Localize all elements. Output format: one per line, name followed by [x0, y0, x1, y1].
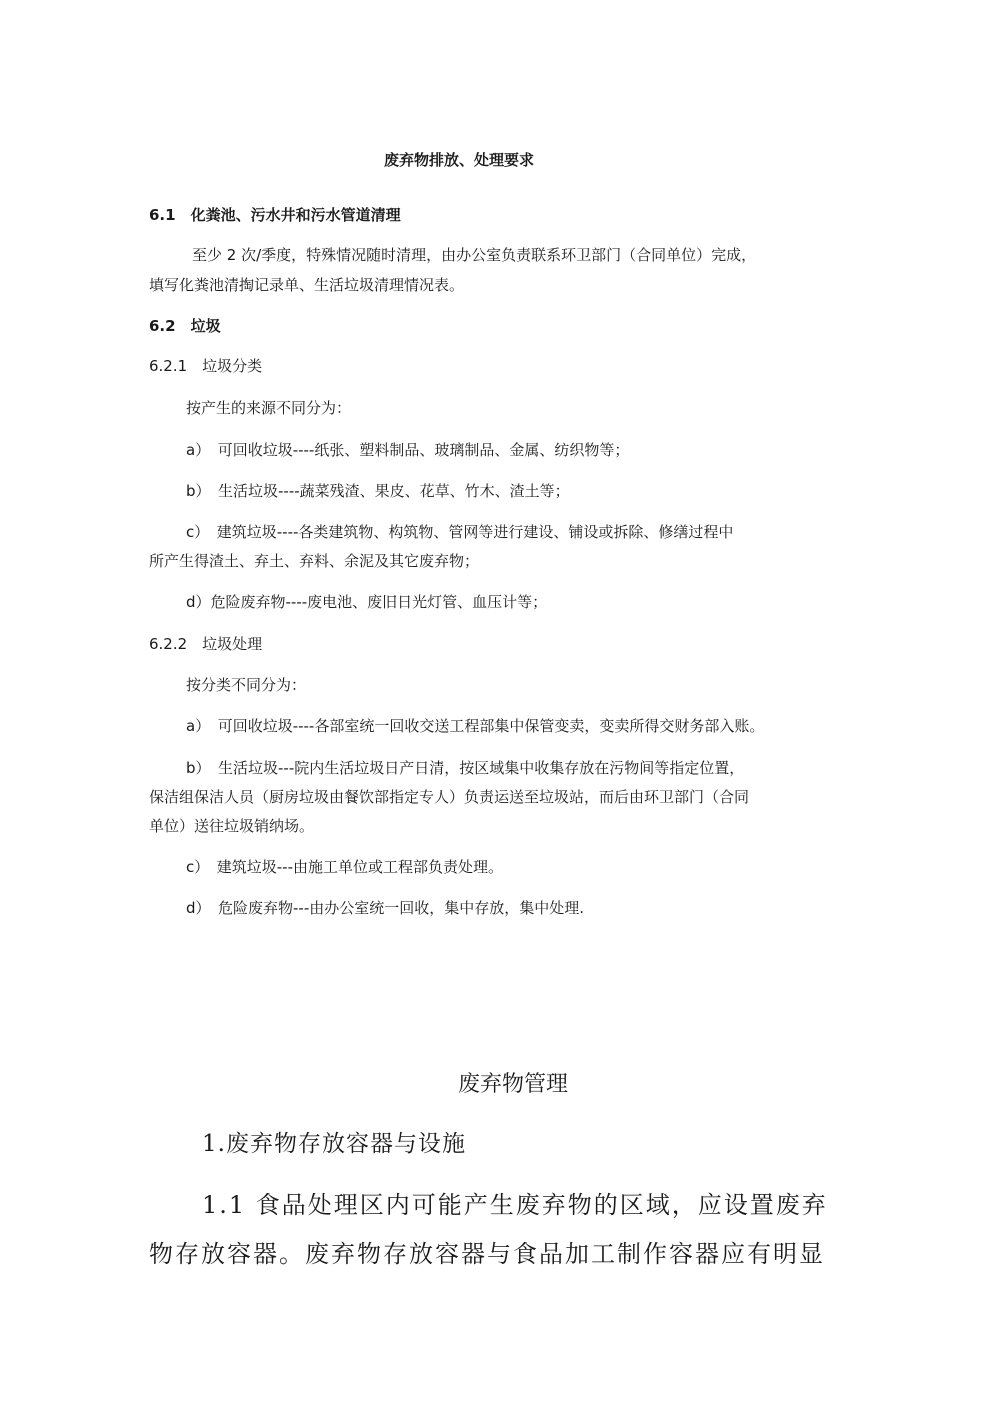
treatment-item-b-line2: 保洁组保洁人员（厨房垃圾由餐饮部指定专人）负责运送至垃圾站，而后由环卫部门（合同	[149, 788, 750, 806]
treatment-item-c: c） 建筑垃圾---由施工单位或工程部负责处理。	[186, 858, 503, 876]
part2-paragraph-line1: 1.1 食品处理区内可能产生废弃物的区域，应设置废弃	[202, 1191, 828, 1219]
doc-title: 废弃物排放、处理要求	[384, 151, 535, 169]
section-6-1-text-line1: 至少 2 次/季度，特殊情况随时清理，由办公室负责联系环卫部门（合同单位）完成，	[192, 246, 757, 264]
part2-paragraph-line2: 物存放容器。废弃物存放容器与食品加工制作容器应有明显	[149, 1240, 825, 1268]
section-6-2-2-heading: 6.2.2 垃圾处理	[149, 635, 263, 653]
section-6-2-1-heading: 6.2.1 垃圾分类	[149, 357, 263, 375]
treatment-item-b-line1: b） 生活垃圾---院内生活垃圾日产日清，按区域集中收集存放在污物间等指定位置，	[186, 759, 745, 777]
part2-title: 废弃物管理	[458, 1072, 569, 1097]
classification-item-c-line1: c） 建筑垃圾----各类建筑物、构筑物、管网等进行建设、铺设或拆除、修缮过程中	[186, 523, 734, 541]
classification-item-b: b） 生活垃圾----蔬菜残渣、果皮、花草、竹木、渣土等；	[186, 482, 570, 500]
treatment-intro: 按分类不同分为：	[186, 676, 307, 694]
classification-intro: 按产生的来源不同分为：	[186, 399, 352, 417]
treatment-item-d: d） 危险废弃物---由办公室统一回收，集中存放，集中处理.	[186, 899, 585, 917]
section-6-2-heading: 6.2 垃圾	[149, 317, 221, 335]
classification-item-c-line2: 所产生得渣土、弃土、弃料、余泥及其它废弃物；	[149, 552, 480, 570]
section-6-1-text-line2: 填写化粪池清掏记录单、生活垃圾清理情况表。	[149, 276, 465, 294]
treatment-item-a: a） 可回收垃圾----各部室统一回收交送工程部集中保管变卖，变卖所得交财务部入账。	[186, 717, 765, 735]
classification-item-a: a） 可回收垃圾----纸张、塑料制品、玻璃制品、金属、纺织物等；	[186, 441, 630, 459]
section-6-1-heading: 6.1 化粪池、污水井和污水管道清理	[149, 206, 401, 224]
classification-item-d: d）危险废弃物----废电池、废旧日光灯管、血压计等；	[186, 593, 548, 611]
treatment-item-b-line3: 单位）送往垃圾销纳场。	[149, 817, 315, 835]
part2-section-1-heading: 1.废弃物存放容器与设施	[202, 1131, 466, 1157]
